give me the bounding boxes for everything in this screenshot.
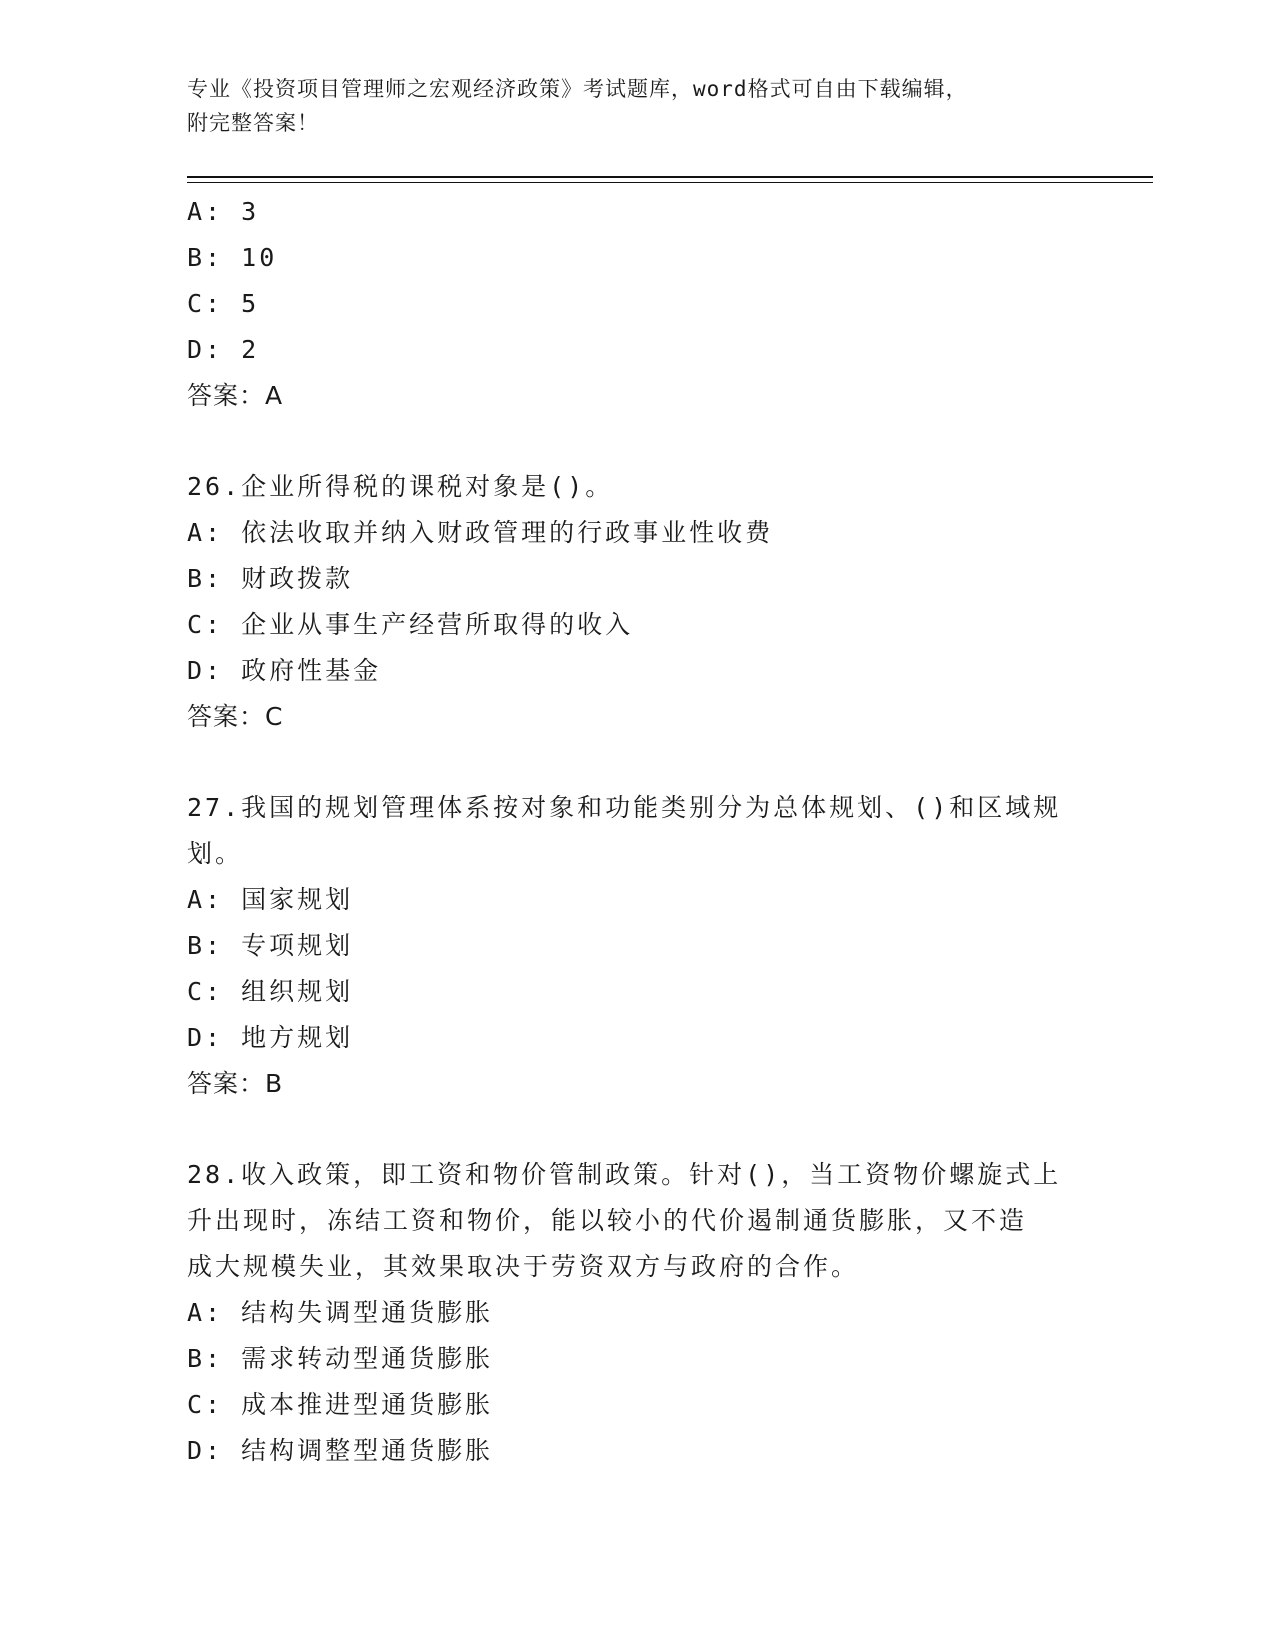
- option-d: D: 政府性基金: [187, 656, 382, 685]
- option-a: A: 国家规划: [187, 885, 354, 914]
- spacer: [187, 1107, 1087, 1152]
- question-text-line-2: 升出现时，冻结工资和物价，能以较小的代价遏制通货膨胀，又不造: [187, 1206, 1028, 1235]
- header-line-2: 附完整答案！: [187, 111, 319, 135]
- spacer: [187, 740, 1087, 785]
- option-b: B: 10: [187, 243, 278, 272]
- spacer: [187, 419, 1087, 464]
- option-c: C: 成本推进型通货膨胀: [187, 1390, 494, 1419]
- question-text-line-2: 划。: [187, 839, 244, 868]
- option-b: B: 需求转动型通货膨胀: [187, 1344, 494, 1373]
- question-27: [187, 785, 1087, 1107]
- answer-line: 答案：C: [187, 702, 284, 731]
- question-text-line-3: 成大规模失业，其效果取决于劳资双方与政府的合作。: [187, 1252, 860, 1281]
- question-26: [187, 464, 1087, 740]
- option-a: A: 3: [187, 197, 260, 226]
- answer-line: 答案：B: [187, 1069, 284, 1098]
- header-divider-thin: [187, 182, 1153, 183]
- header-line-1: 专业《投资项目管理师之宏观经济政策》考试题库，word格式可自由下载编辑，: [187, 77, 968, 101]
- question-28: [187, 1152, 1087, 1474]
- question-text-line-1: 28.收入政策，即工资和物价管制政策。针对()，当工资物价螺旋式上: [187, 1160, 1062, 1189]
- option-d: D: 结构调整型通货膨胀: [187, 1436, 494, 1465]
- option-c: C: 5: [187, 289, 260, 318]
- option-d: D: 2: [187, 335, 260, 364]
- answer-line: 答案：A: [187, 381, 284, 410]
- option-b: B: 财政拨款: [187, 564, 354, 593]
- question-text: 26.企业所得税的课税对象是()。: [187, 472, 614, 501]
- question-text-line-1: 27.我国的规划管理体系按对象和功能类别分为总体规划、()和区域规: [187, 793, 1062, 822]
- header-divider-thick: [187, 176, 1153, 178]
- option-c: C: 组织规划: [187, 977, 354, 1006]
- option-a: A: 依法收取并纳入财政管理的行政事业性收费: [187, 518, 774, 547]
- question-25: [187, 189, 1087, 419]
- option-c: C: 企业从事生产经营所取得的收入: [187, 610, 634, 639]
- option-a: A: 结构失调型通货膨胀: [187, 1298, 494, 1327]
- option-d: D: 地方规划: [187, 1023, 354, 1052]
- document-header: [187, 72, 1067, 140]
- question-list: [187, 189, 1087, 1474]
- option-b: B: 专项规划: [187, 931, 354, 960]
